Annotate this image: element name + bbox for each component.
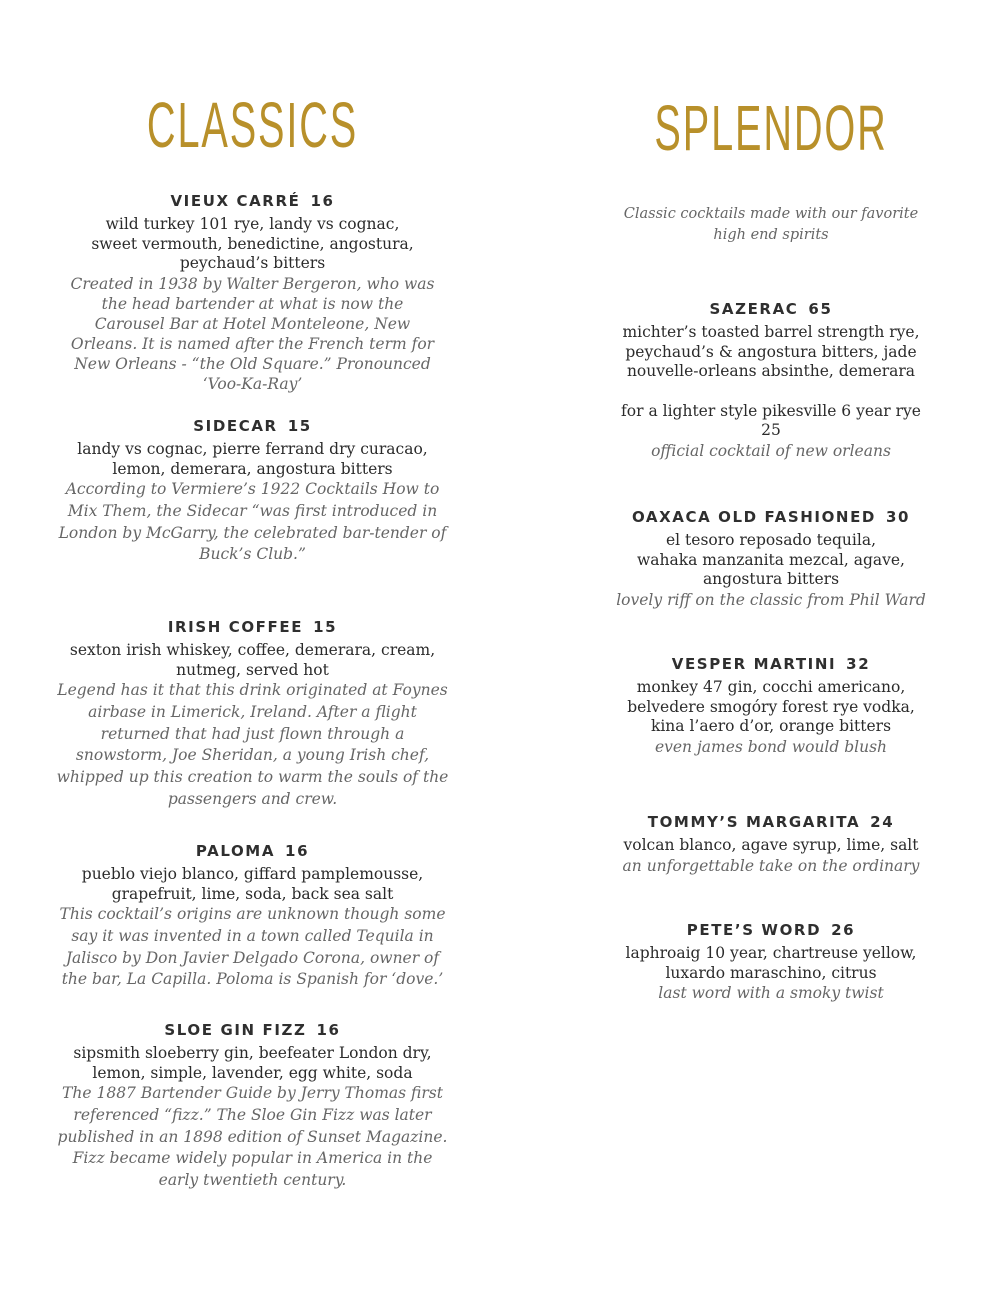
drink-sidecar: [40, 415, 465, 566]
drink-ingredients: sipsmith sloeberry gin, beefeater London dry, lemon, simple, lavender, egg white, soda: [73, 1044, 432, 1082]
drink-vesper-martini: [560, 653, 982, 757]
drink-price: 16: [310, 192, 335, 210]
drink-name: TOMMY’S MARGARITA: [647, 813, 861, 831]
drink-ingredients: sexton irish whiskey, coffee, demerara, cream, nutmeg, served hot: [69, 641, 436, 679]
drink-name: SAZERAC: [709, 300, 799, 318]
drink-name: PETE’S WORD: [686, 921, 822, 939]
drink-note: last word with a smoky twist: [658, 984, 884, 1002]
drink-note: This cocktail’s origins are unknown though some say it was invented in a town called Tequila in Jalisco by Don Javier Delgado Corona, owner of the bar, La Capilla. Poloma is Spanish for ‘dove.’: [59, 905, 446, 989]
drink-note: official cocktail of new orleans: [651, 441, 891, 460]
drink-title: [560, 811, 982, 833]
drink-price: 15: [287, 417, 312, 435]
drink-title: [560, 506, 982, 528]
drink-title: [560, 653, 982, 675]
drink-name: PALOMA: [195, 842, 276, 860]
drink-price: 16: [285, 842, 310, 860]
drink-paloma: [40, 840, 465, 991]
splendor-title: SPLENDOR: [654, 92, 888, 164]
drink-title: [40, 415, 465, 437]
drink-price: 30: [885, 508, 911, 526]
drink-note: even james bond would blush: [654, 737, 888, 756]
drink-name: VESPER MARTINI: [671, 655, 837, 673]
drink-ingredients: pueblo viejo blanco, giffard pamplemousse, grapefruit, lime, soda, back sea salt: [81, 865, 424, 903]
drink-price: 32: [846, 655, 871, 673]
drink-note: Created in 1938 by Walter Bergeron, who was the head bartender at what is now the Carousel Bar at Hotel Monteleone, New Orleans. It is named after the French term for New Orleans - “the Old Square.” Pronounced ‘Voo-Ka-Ray’: [70, 274, 435, 393]
drink-title: [40, 1019, 465, 1041]
drink-title: [560, 298, 982, 320]
drink-ingredients: landy vs cognac, pierre ferrand dry curacao, lemon, demerara, angostura bitters: [77, 440, 428, 478]
drink-title: [40, 190, 465, 212]
drink-title: [40, 840, 465, 862]
drink-note: The 1887 Bartender Guide by Jerry Thomas first referenced “fizz.” The Sloe Gin Fizz was later published in an 1898 edition of Sunset Magazine. Fizz became widely popular in America in the early twentieth century.: [57, 1084, 448, 1190]
drink-name: OAXACA OLD FASHIONED: [631, 508, 876, 526]
drink-petes-word: [560, 919, 982, 1003]
drink-vieux-carre: [40, 190, 465, 394]
splendor-intro: Classic cocktails made with our favorite high end spirits: [623, 206, 919, 243]
drink-oaxaca-old-fashioned: [560, 506, 982, 610]
drink-price: 24: [870, 813, 895, 831]
drink-name: SIDECAR: [193, 417, 278, 435]
drink-note: lovely riff on the classic from Phil Ward: [616, 590, 926, 609]
drink-ingredients: volcan blanco, agave syrup, lime, salt: [623, 836, 919, 854]
drink-title: [560, 919, 982, 941]
drink-name: VIEUX CARRÉ: [170, 192, 301, 210]
drink-ingredients: laphroaig 10 year, chartreuse yellow, luxardo maraschino, citrus: [625, 944, 917, 982]
drink-note: an unforgettable take on the ordinary: [622, 856, 920, 875]
drink-ingredients: wild turkey 101 rye, landy vs cognac, sweet vermouth, benedictine, angostura, peychaud’s bitters: [91, 215, 414, 272]
drink-sloe-gin-fizz: [40, 1019, 465, 1192]
drink-price: 16: [316, 1021, 341, 1039]
drink-name: SLOE GIN FIZZ: [164, 1021, 307, 1039]
drink-note: Legend has it that this drink originated at Foynes airbase in Limerick, Ireland. After a flight returned that had just flown through a snowstorm, Joe Sheridan, a young Irish chef, whipped up this creation to warm the souls of the passengers and crew.: [56, 681, 449, 808]
drink-name: IRISH COFFEE: [167, 618, 304, 636]
drink-alternative: for a lighter style pikesville 6 year rye 25: [621, 401, 921, 439]
classics-title: CLASSICS: [146, 89, 359, 161]
drink-ingredients: el tesoro reposado tequila, wahaka manzanita mezcal, agave, angostura bitters: [637, 531, 905, 588]
drink-ingredients: monkey 47 gin, cocchi americano, belvedere smogóry forest rye vodka, kina l’aero d’or, orange bitters: [627, 678, 915, 735]
drink-price: 15: [313, 618, 338, 636]
drink-tommys-margarita: [560, 811, 982, 876]
drink-price: 65: [808, 300, 833, 318]
drink-price: 26: [831, 921, 856, 939]
drink-irish-coffee: [40, 616, 465, 811]
drink-ingredients: michter’s toasted barrel strength rye, peychaud’s & angostura bitters, jade nouvelle-orleans absinthe, demerara: [622, 323, 920, 380]
drink-sazerac: [560, 298, 982, 461]
drink-note: According to Vermiere’s 1922 Cocktails How to Mix Them, the Sidecar “was first introduced in London by McGarry, the celebrated bar-tender of Buck’s Club.”: [58, 480, 447, 564]
drink-title: [40, 616, 465, 638]
